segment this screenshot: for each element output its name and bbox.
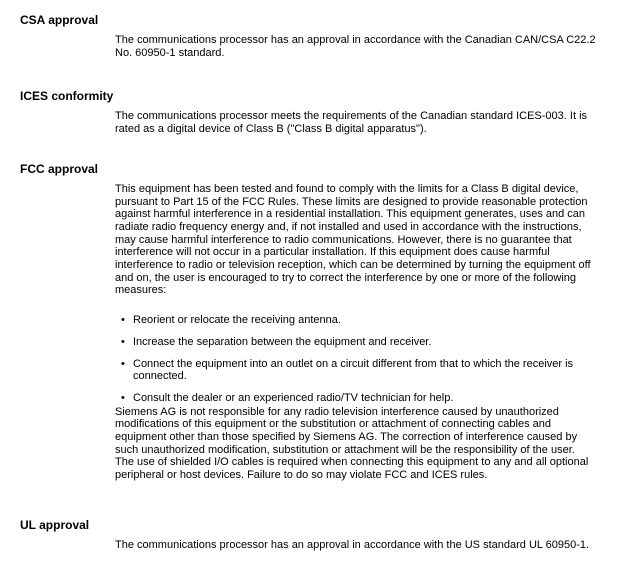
list-item [121,392,593,405]
bullet-icon: • [121,335,125,348]
list-item-text: Increase the separation between the equipment and receiver. [133,335,432,348]
list-item [121,358,593,383]
ices-paragraph: The communications processor meets the requirements of the Canadian standard ICES-003. It is rated as a digital device of Class B ("Class B digital apparatus"). [115,110,588,136]
csa-paragraph: The communications processor has an approval in accordance with the Canadian CAN/CSA C22.2 No. 60950-1 standard. [115,34,596,59]
section-heading-ices: ICES conformity [20,89,114,104]
list-item-text: Reorient or relocate the receiving antenna. [133,314,341,327]
section-heading-csa: CSA approval [20,13,99,27]
list-item [121,336,593,349]
bullet-icon: • [121,391,125,404]
fcc-disclaimer-paragraph: Siemens AG is not responsible for any radio television interference caused by unauthorized modifications of this equipment or the substitution or attachment of connecting cables and equipment other than those specified by Siemens AG. The correction of interference caused by such unauthorized modification, substitution or attachment will be the responsibility of the user. The use of shielded I/O cables is required when connecting this equipment to any and all optional peripheral or host devices. Failure to do so may violate FCC and ICES rules. [115,405,589,482]
list-item [121,314,593,327]
section-heading-fcc: FCC approval [20,161,99,176]
fcc-intro-paragraph: This equipment has been tested and found to comply with the limits for a Class B digital device, pursuant to Part 15 of the FCC Rules. These limits are designed to provide reasonable protection against harmful interference in a residential installation. This equipment generates, uses and can radiate radio frequency energy and, if not installed and used in accordance with the instructions, may cause harmful interference to radio communications. However, there is no guarantee that interference will not occur in a particular installation. If this equipment does cause harmful interference to radio or television reception, which can be determined by turning the equipment off and on, the user is encouraged to try to correct the interference by one or more of the following measures: [115,182,591,297]
section-heading-ul: UL approval [20,517,90,532]
list-item-text: Consult the dealer or an experienced radio/TV technician for help. [133,391,454,404]
fcc-measures-list [121,314,593,405]
list-item-text: Connect the equipment into an outlet on a circuit different from that to which the receiver is connected. [133,357,574,383]
section-csa-approval [0,13,631,59]
section-ul-approval [0,518,631,552]
bullet-icon: • [121,314,125,327]
section-fcc-approval [0,162,631,482]
ul-paragraph: The communications processor has an approval in accordance with the US standard UL 60950-1. [115,538,590,551]
section-ices-conformity [0,89,631,135]
bullet-icon: • [121,357,125,370]
